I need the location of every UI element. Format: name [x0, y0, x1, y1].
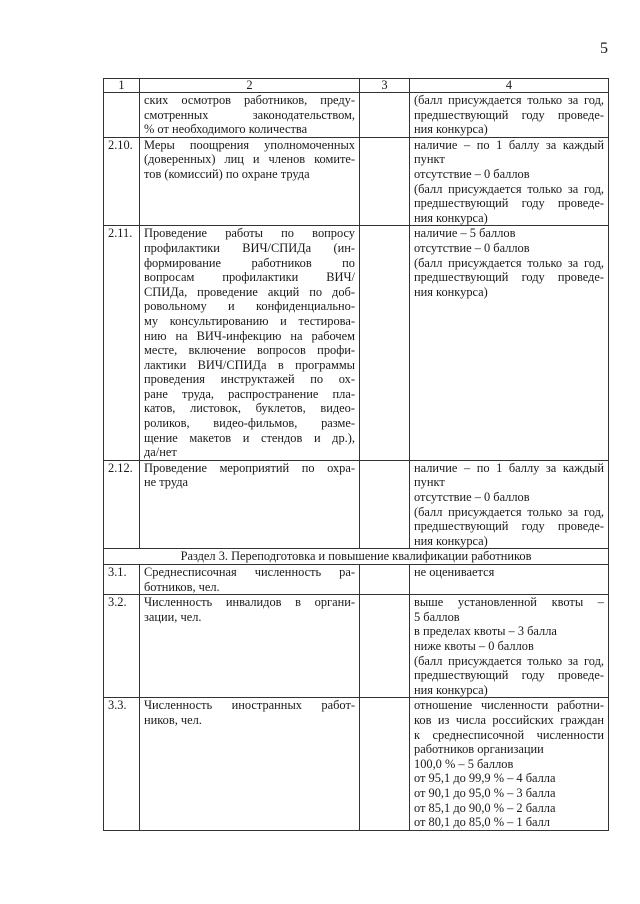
text-line: от 95,1 до 99,9 % – 4 балла [414, 771, 556, 786]
text-line: Меры поощрения уполномоченных [144, 137, 355, 152]
text-line: смотренных законодательством, [144, 107, 355, 122]
text-line: не оценивается [414, 565, 495, 579]
scoring-criteria [410, 137, 609, 226]
text-line: наличие – 5 баллов [414, 226, 516, 241]
text-line: отсутствие – 0 баллов [414, 240, 530, 255]
text-line: му консультированию и тестирова- [144, 313, 355, 328]
empty-cell [360, 698, 410, 830]
text-line: наличие – по 1 баллу за каждый [414, 460, 604, 475]
text-line: (балл присуждается только за год, [414, 181, 604, 196]
text-line: от 90,1 до 95,0 % – 3 балла [414, 785, 556, 800]
text-line: предшествующий году проведе- [414, 196, 604, 211]
scoring-criteria [410, 698, 609, 830]
text-line: ровольному и конфиденциально- [144, 299, 355, 314]
column-header: 4 [410, 79, 609, 93]
table-row [104, 698, 609, 830]
text-line: ниже квоты – 0 баллов [414, 638, 534, 653]
text-line: предшествующий году проведе- [414, 107, 604, 122]
text-line: от 85,1 до 90,0 % – 2 балла [414, 800, 556, 815]
item-number: 3.2. [104, 595, 140, 698]
indicator-description [140, 595, 360, 698]
indicator-description [140, 460, 360, 549]
empty-cell [360, 137, 410, 226]
text-line: СПИДа, проведение акций по доб- [144, 284, 355, 299]
indicator-description [140, 137, 360, 226]
indicator-description [140, 698, 360, 830]
text-line: нию на ВИЧ-инфекцию на рабочем [144, 328, 355, 343]
scoring-criteria [410, 460, 609, 549]
empty-cell [360, 226, 410, 461]
column-header: 1 [104, 79, 140, 93]
item-number: 2.10. [104, 137, 140, 226]
text-line: ния конкурса) [414, 210, 488, 225]
section-heading: Раздел 3. Переподготовка и повышение квалификации работников [104, 549, 609, 565]
text-line: наличие – по 1 баллу за каждый [414, 137, 604, 152]
text-line: отношение численности работни- [414, 698, 604, 713]
table-row [104, 565, 609, 595]
table-header-row [104, 79, 609, 93]
text-line: формирование работников по [144, 255, 355, 270]
text-line: пункт [414, 475, 445, 490]
column-header: 3 [360, 79, 410, 93]
empty-cell [360, 460, 410, 549]
empty-cell [360, 93, 410, 138]
text-line: (балл присуждается только за год, [414, 653, 604, 668]
text-line: ботников, чел. [144, 579, 220, 594]
text-line: % от необходимого количества [144, 122, 308, 137]
text-line: щение макетов и стендов и др.), [144, 430, 355, 445]
text-line: (доверенных) лиц и членов комите- [144, 152, 355, 167]
scoring-criteria [410, 226, 609, 461]
text-line: ране труда, распространение пла- [144, 386, 355, 401]
text-line: (балл присуждается только за год, [414, 504, 604, 519]
text-line: отсутствие – 0 баллов [414, 490, 530, 505]
text-line: катов, листовок, буклетов, видео- [144, 401, 355, 416]
table-row [104, 137, 609, 226]
text-line: пункт [414, 152, 445, 167]
text-line: ния конкурса) [414, 284, 488, 299]
text-line: Численность иностранных работ- [144, 698, 355, 713]
text-line: предшествующий году проведе- [414, 519, 604, 534]
item-number: 3.1. [104, 565, 140, 595]
criteria-table [103, 78, 609, 831]
text-line: ния конкурса) [414, 682, 488, 697]
item-number: 2.11. [104, 226, 140, 461]
indicator-description [140, 93, 360, 138]
table-row [104, 226, 609, 461]
text-line: отсутствие – 0 баллов [414, 166, 530, 181]
text-line: в пределах квоты – 3 балла [414, 624, 557, 639]
scoring-criteria [410, 93, 609, 138]
item-number [104, 93, 140, 138]
text-line: зации, чел. [144, 609, 202, 624]
scoring-criteria [410, 565, 609, 595]
table-row [104, 595, 609, 698]
text-line: от 80,1 до 85,0 % – 1 балл [414, 815, 550, 830]
text-line: Проведение мероприятий по охра- [144, 460, 355, 475]
text-line: лактики ВИЧ/СПИДа в программы [144, 357, 355, 372]
text-line: ков из числа российских граждан [414, 712, 604, 727]
text-line: 5 баллов [414, 609, 460, 624]
section-heading-row [104, 549, 609, 565]
text-line: (балл присуждается только за год, [414, 93, 604, 107]
text-line: 100,0 % – 5 баллов [414, 756, 514, 771]
empty-cell [360, 565, 410, 595]
text-line: вопросам профилактики ВИЧ/ [144, 270, 355, 285]
text-line: выше установленной квоты – [414, 595, 604, 610]
text-line: Проведение работы по вопросу [144, 226, 355, 241]
text-line: не труда [144, 475, 189, 490]
text-line: ния конкурса) [414, 122, 488, 137]
text-line: ния конкурса) [414, 533, 488, 548]
text-line: месте, включение вопросов профи- [144, 343, 355, 358]
text-line: работников организации [414, 742, 544, 757]
text-line: (балл присуждается только за год, [414, 255, 604, 270]
empty-cell [360, 595, 410, 698]
indicator-description [140, 565, 360, 595]
text-line: предшествующий году проведе- [414, 668, 604, 683]
text-line: роликов, видео-фильмов, разме- [144, 416, 355, 431]
text-line: ников, чел. [144, 712, 202, 727]
text-line: предшествующий году проведе- [414, 270, 604, 285]
scoring-criteria [410, 595, 609, 698]
table-row [104, 460, 609, 549]
text-line: Среднесписочная численность ра- [144, 565, 355, 579]
indicator-description [140, 226, 360, 461]
text-line: ских осмотров работников, преду- [144, 93, 355, 107]
text-line: Численность инвалидов в органи- [144, 595, 355, 610]
text-line: проведения инструктажей по ох- [144, 372, 355, 387]
column-header: 2 [140, 79, 360, 93]
text-line: к среднесписочной численности [414, 727, 604, 742]
text-line: профилактики ВИЧ/СПИДа (ин- [144, 240, 355, 255]
item-number: 3.3. [104, 698, 140, 830]
table-row [104, 93, 609, 138]
page-number: 5 [600, 40, 608, 57]
text-line: да/нет [144, 445, 177, 460]
item-number: 2.12. [104, 460, 140, 549]
text-line: тов (комиссий) по охране труда [144, 166, 310, 181]
